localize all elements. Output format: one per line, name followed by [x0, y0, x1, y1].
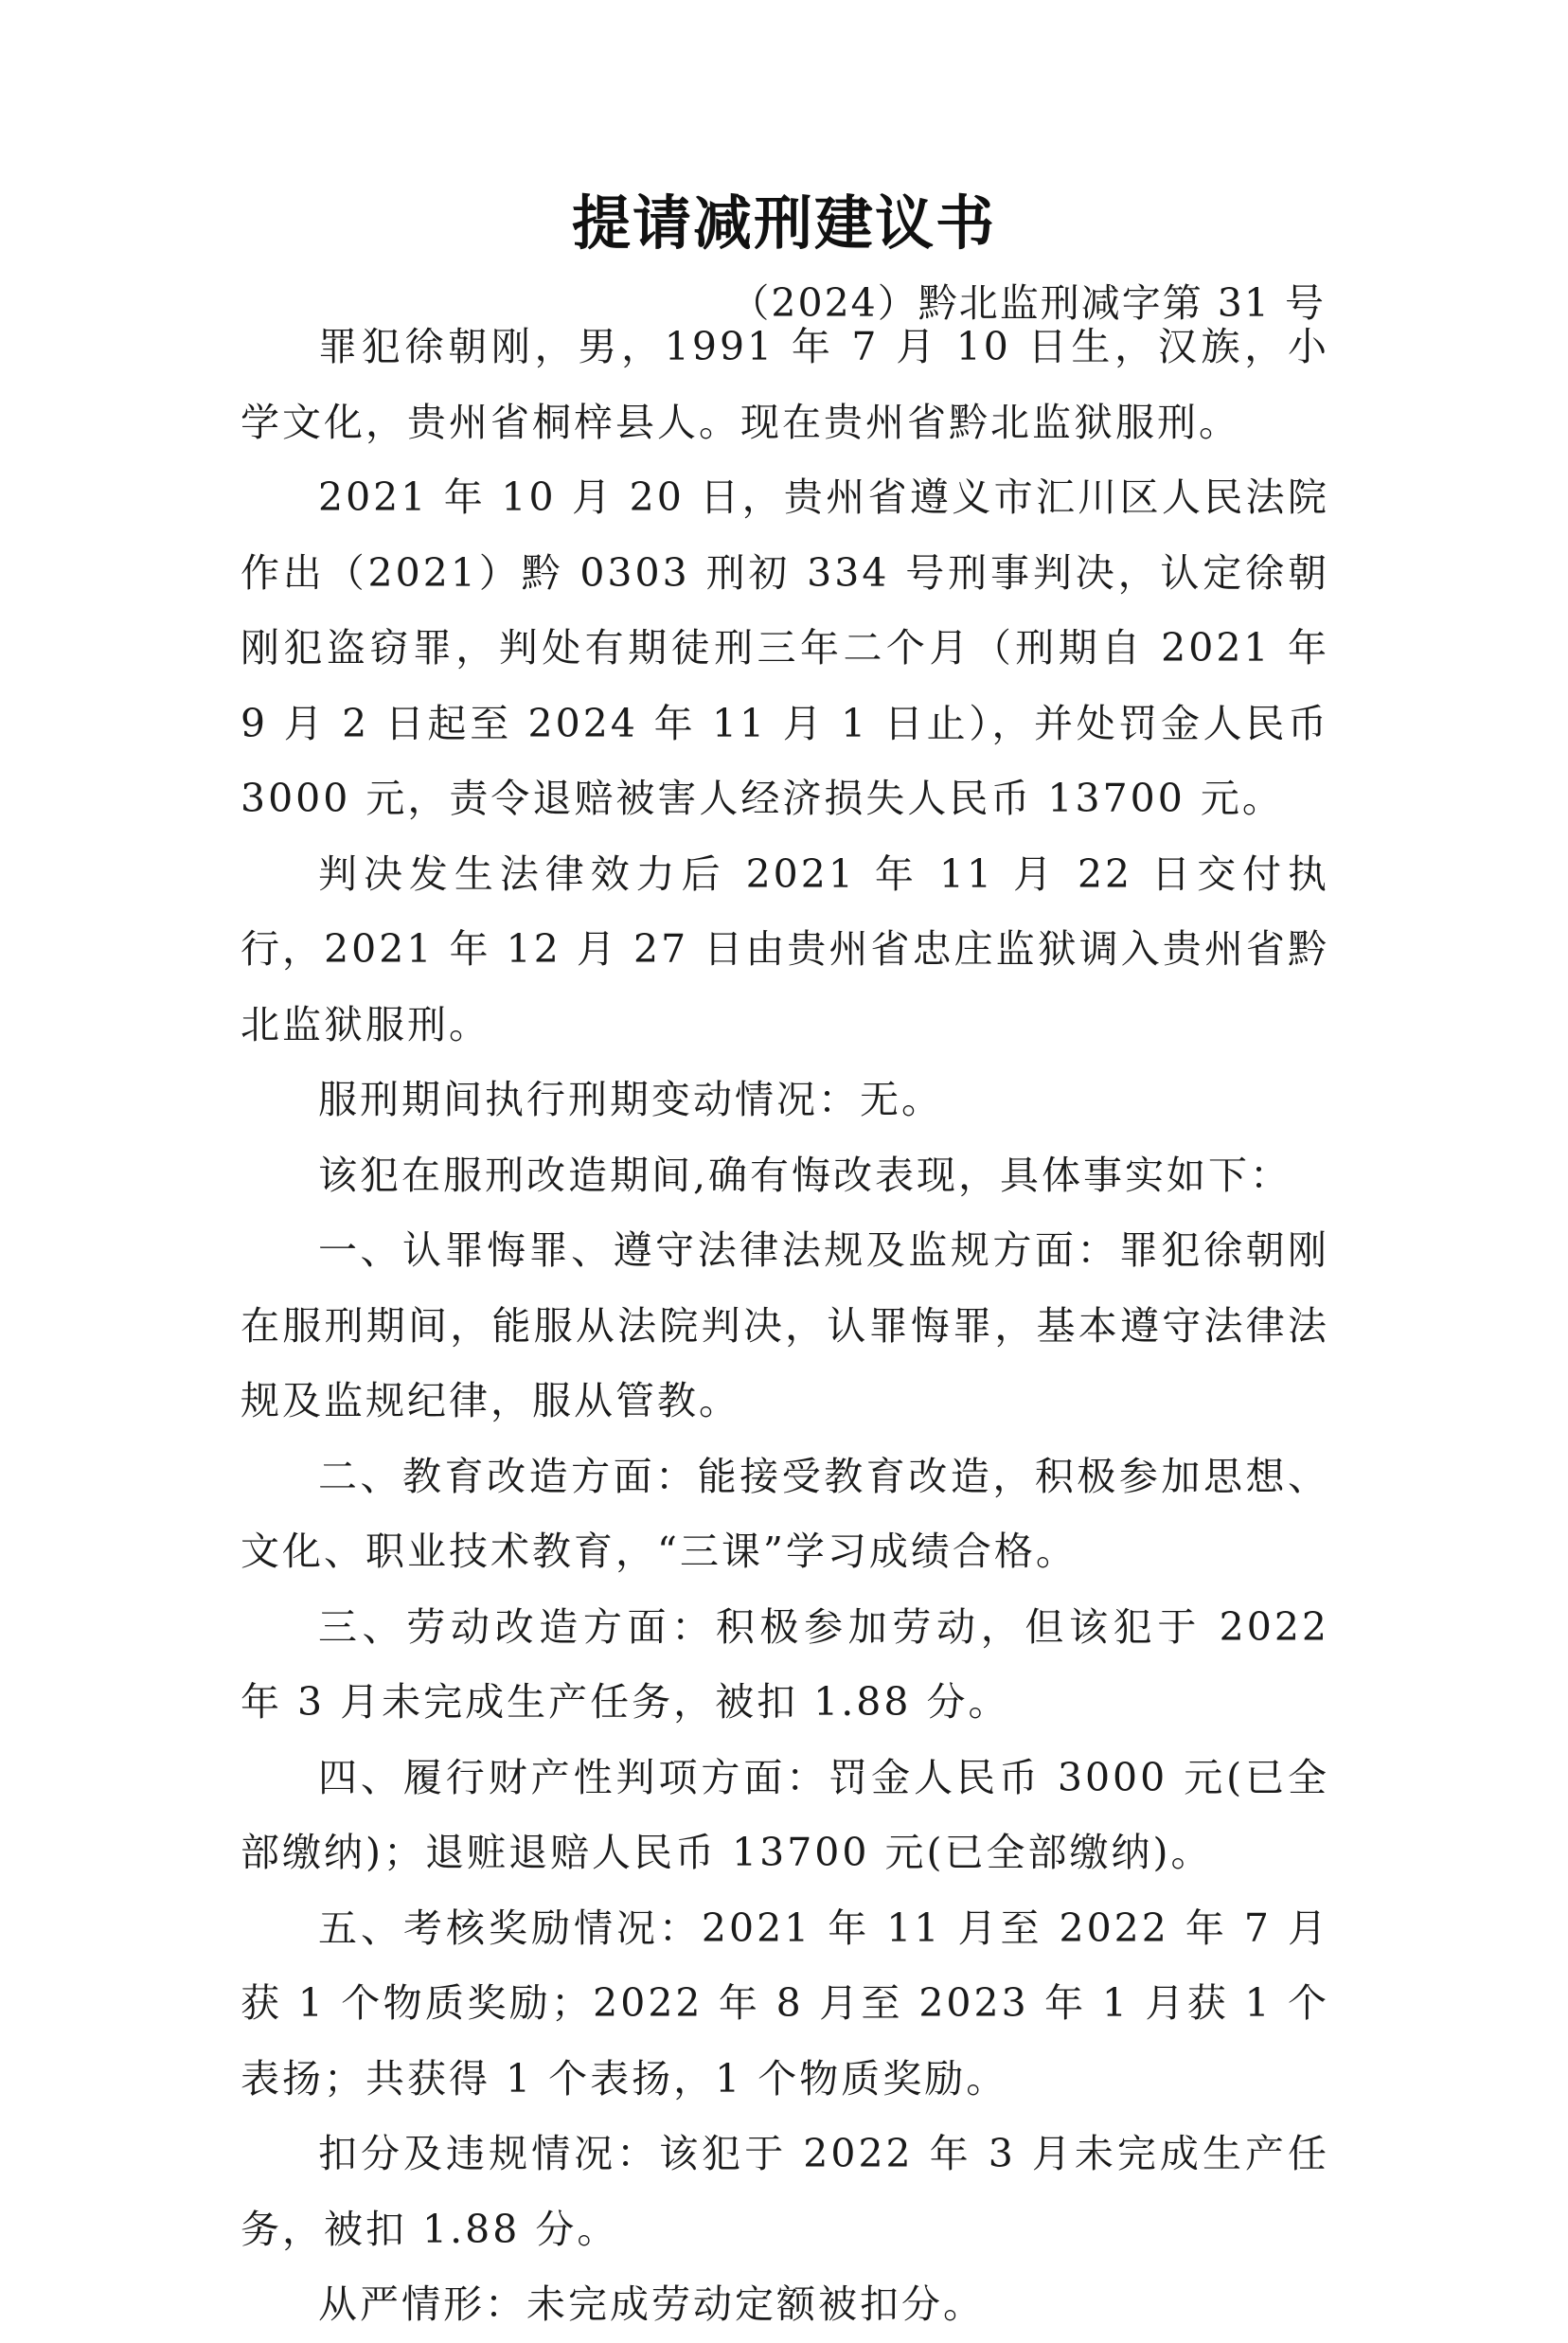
paragraph-deductions: 扣分及违规情况：该犯于 2022 年 3 月未完成生产任务，被扣 1.88 分。	[241, 2131, 1329, 2252]
paragraph-sentence-changes: 服刑期间执行刑期变动情况：无。	[318, 1077, 943, 1122]
paragraph-item-1: 一、认罪悔罪、遵守法律法规及监规方面：罪犯徐朝刚在服刑期间，能服从法院判决，认罪悔罪，基本遵守法律法规及监规纪律，服从管教。	[241, 1227, 1329, 1423]
paragraph-offender-info: 罪犯徐朝刚，男，1991 年 7 月 10 日生，汉族，小学文化，贵州省桐梓县人。现在贵州省黔北监狱服刑。	[241, 324, 1329, 445]
paragraph-item-3: 三、劳动改造方面：积极参加劳动，但该犯于 2022 年 3 月未完成生产任务，被扣 1.88 分。	[241, 1603, 1329, 1725]
document-body	[241, 310, 1329, 2343]
paragraph-strict-circumstances: 从严情形：未完成劳动定额被扣分。	[318, 2281, 985, 2327]
paragraph-item-2: 二、教育改造方面：能接受教育改造，积极参加思想、文化、职业技术教育，“三课”学习成绩合格。	[241, 1453, 1329, 1574]
document-title: 提请减刑建议书	[571, 188, 996, 258]
paragraph-repentance-intro: 该犯在服刑改造期间,确有悔改表现，具体事实如下：	[318, 1152, 1292, 1198]
document-number: （2024）黔北监刑减字第 31 号	[730, 280, 1326, 326]
paragraph-execution: 判决发生法律效力后 2021 年 11 月 22 日交付执行，2021 年 12 月 27 日由贵州省忠庄监狱调入贵州省黔北监狱服刑。	[241, 850, 1329, 1047]
paragraph-item-4: 四、履行财产性判项方面：罚金人民币 3000 元(已全部缴纳)；退赃退赔人民币 13700 元(已全部缴纳)。	[241, 1754, 1329, 1875]
paragraph-judgment: 2021 年 10 月 20 日，贵州省遵义市汇川区人民法院作出（2021）黔 0303 刑初 334 号刑事判决，认定徐朝刚犯盗窃罪，判处有期徒刑三年二个月（刑期自 2021 年 9 月 2 日起至 2024 年 11 月 1 日止），并处罚金人民币 3000 元，责令退赔被害人经济损失人民币 13700 元。	[241, 474, 1329, 821]
paragraph-item-5: 五、考核奖励情况：2021 年 11 月至 2022 年 7 月获 1 个物质奖励；2022 年 8 月至 2023 年 1 月获 1 个表扬；共获得 1 个表扬，1 个物质奖励。	[241, 1905, 1329, 2102]
